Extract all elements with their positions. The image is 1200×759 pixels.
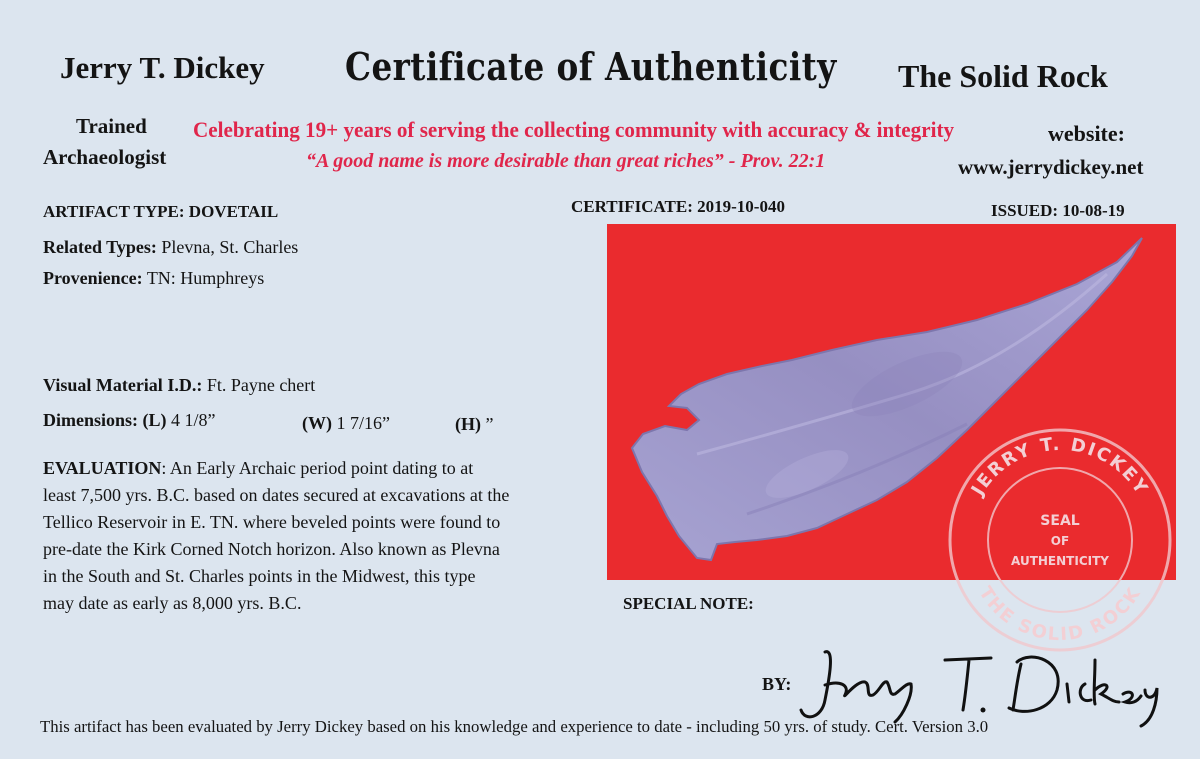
- issued-date: ISSUED: 10-08-19: [991, 201, 1125, 220]
- credential-line-1: Trained: [76, 114, 147, 138]
- evaluation-line: in the South and St. Charles points in the Midwest, this type: [43, 566, 476, 586]
- provenience-value: TN: Humphreys: [142, 268, 265, 288]
- evaluation-line: Tellico Reservoir in E. TN. where beveled points were found to: [43, 512, 501, 532]
- height-value: ”: [481, 414, 494, 434]
- evaluation-line: pre-date the Kirk Corned Notch horizon. Also known as Plevna: [43, 539, 500, 559]
- by-label: BY:: [762, 674, 792, 694]
- provenience-label: Provenience:: [43, 268, 143, 288]
- evaluation-label: EVALUATION: [43, 458, 162, 478]
- website-label: website:: [1048, 121, 1125, 146]
- website-url[interactable]: www.jerrydickey.net: [958, 155, 1144, 179]
- dimension-width: [302, 413, 390, 434]
- evaluation-line: may date as early as 8,000 yrs. B.C.: [43, 593, 302, 613]
- dimension-height: [455, 414, 494, 435]
- svg-text:THE SOLID ROCK: [975, 583, 1146, 645]
- evaluation-line: least 7,500 yrs. B.C. based on dates secured at excavations at the: [43, 485, 510, 505]
- evaluation: [43, 455, 603, 617]
- length-value: 4 1/8”: [166, 410, 216, 430]
- width-value: 1 7/16”: [332, 413, 390, 433]
- artifact-type: ARTIFACT TYPE: DOVETAIL: [43, 202, 279, 221]
- material-id: [43, 375, 315, 396]
- embossed-seal: [940, 420, 1180, 660]
- material-value: Ft. Payne chert: [202, 375, 316, 395]
- height-label: (H): [455, 414, 481, 434]
- seal-word-1: SEAL: [1040, 513, 1080, 529]
- dimension-length: [43, 410, 216, 431]
- credential-line-2: Archaeologist: [43, 145, 167, 169]
- evaluation-line: EVALUATION: An Early Archaic period point dating to at: [43, 458, 474, 478]
- related-types-value: Plevna, St. Charles: [156, 237, 299, 257]
- tagline: Celebrating 19+ years of serving the collecting community with accuracy & integrity: [193, 117, 955, 142]
- seal-bottom-text: THE SOLID ROCK: [974, 582, 1146, 646]
- related-types: [43, 237, 298, 258]
- provenience: [43, 268, 264, 289]
- footer-statement: This artifact has been evaluated by Jerry Dickey based on his knowledge and experience to date - including 50 yrs. of study. Cert. Version 3.0: [40, 717, 989, 736]
- width-label: (W): [302, 413, 332, 433]
- header-name: Jerry T. Dickey: [60, 50, 265, 85]
- dimensions-label: Dimensions: (L): [43, 410, 167, 430]
- header-company: The Solid Rock: [898, 58, 1108, 94]
- related-types-label: Related Types:: [43, 237, 157, 257]
- seal-word-3: AUTHENTICITY: [1011, 554, 1109, 568]
- seal-top-text: JERRY T. DICKEY: [967, 433, 1153, 500]
- material-label: Visual Material I.D.:: [43, 375, 203, 395]
- quote: “A good name is more desirable than great riches” - Prov. 22:1: [306, 150, 826, 172]
- special-note-label: SPECIAL NOTE:: [623, 594, 754, 613]
- certificate-number: CERTIFICATE: 2019-10-040: [571, 197, 785, 216]
- certificate-title: Certificate of Authenticity: [345, 44, 837, 89]
- seal-word-2: OF: [1050, 534, 1070, 548]
